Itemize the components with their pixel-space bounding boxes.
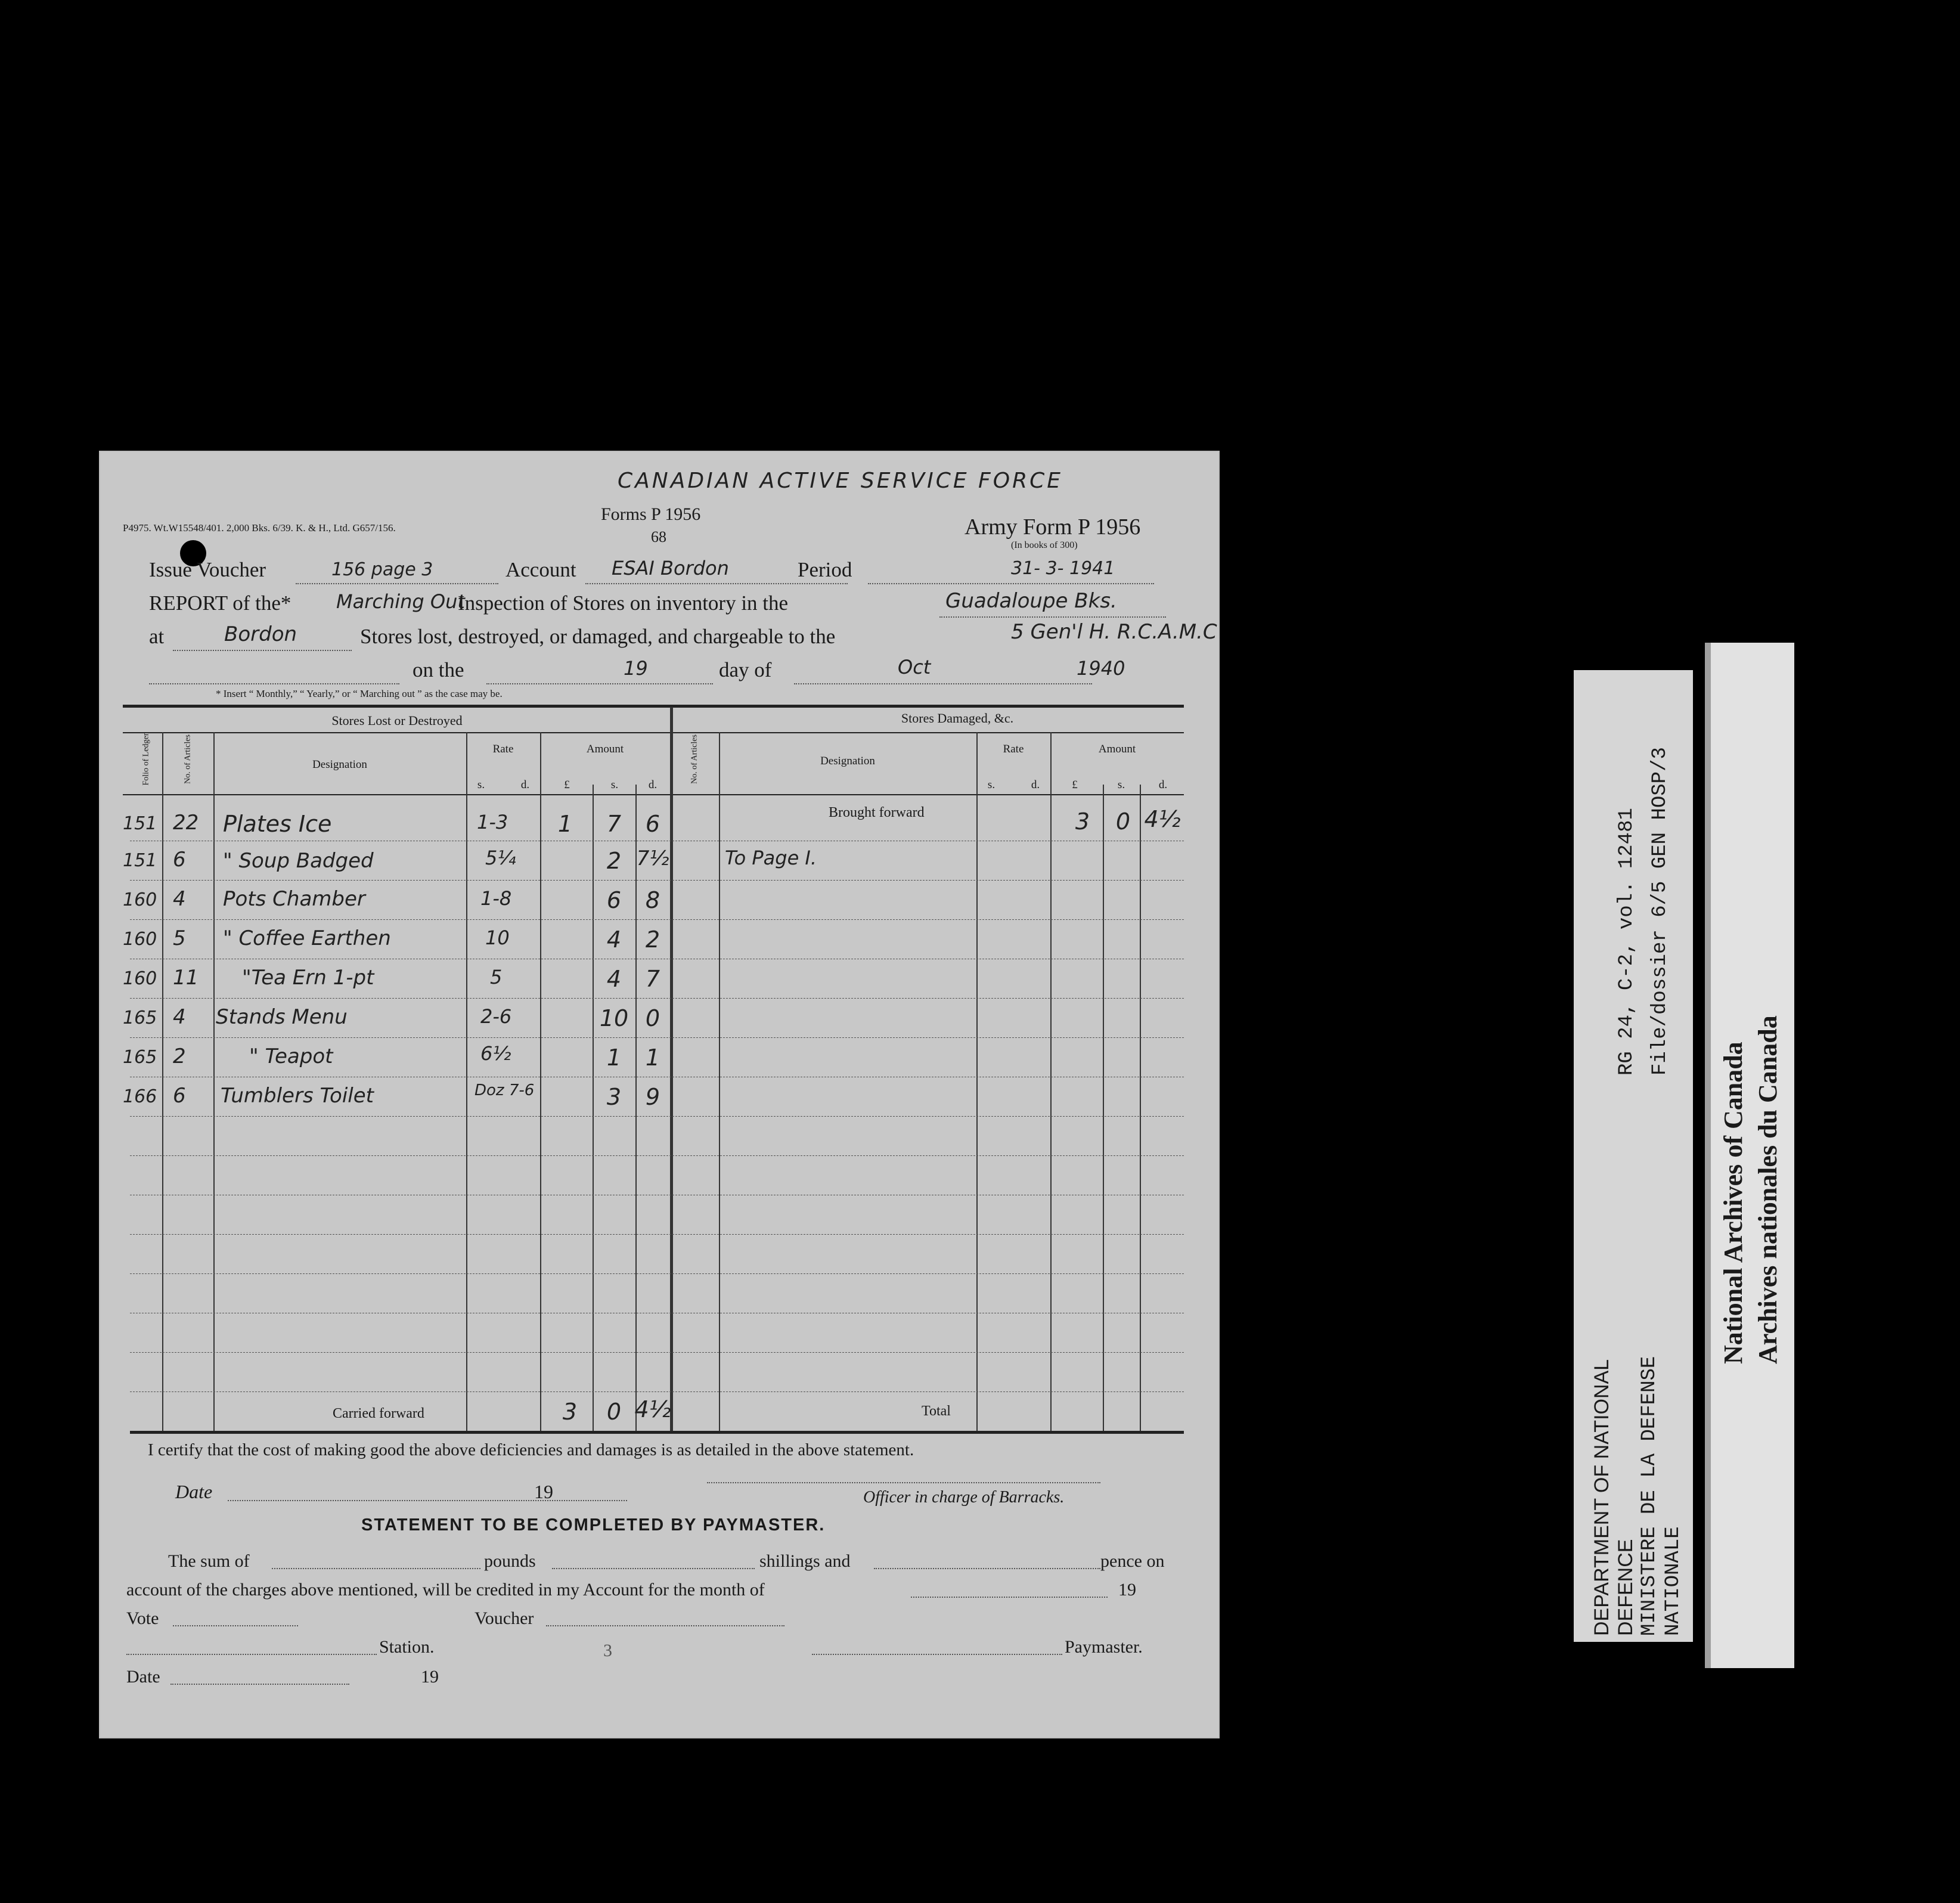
- folio-cell: 165: [123, 1008, 157, 1028]
- shillings-and-label: shillings and: [759, 1551, 851, 1571]
- damaged-rate-d-header: d.: [1031, 779, 1040, 791]
- rate-cell: 5¼: [485, 847, 516, 869]
- report-value: Marching Out: [336, 590, 465, 613]
- rate-cell: 5: [490, 966, 503, 988]
- shillings-cell: 4: [606, 926, 622, 953]
- carried-forward-pence: 4½: [634, 1396, 671, 1422]
- vote-label: Vote: [126, 1608, 159, 1628]
- damaged-section-title: Stores Damaged, &c.: [901, 711, 1014, 726]
- designation-cell: " Teapot: [249, 1045, 333, 1068]
- pence-cell: 7½: [636, 847, 669, 870]
- designation-cell: "Tea Ern 1-pt: [242, 966, 374, 990]
- department-en: DEPARTMENT OF NATIONAL: [1590, 1359, 1613, 1636]
- year-value: 1940: [1077, 657, 1125, 680]
- amount-pound-header: £: [564, 779, 570, 791]
- at-value: Bordon: [224, 622, 297, 646]
- pencil-mark: 3: [603, 1641, 612, 1660]
- shillings-cell: 6: [606, 887, 622, 913]
- shillings-cell: 3: [606, 1084, 622, 1110]
- chargeable-text: Stores lost, destroyed, or damaged, and chargeable to the: [360, 625, 836, 648]
- rate-cell: Doz 7-6: [475, 1081, 535, 1099]
- sum-of-label: The sum of: [168, 1551, 250, 1571]
- damaged-designation-header: Designation: [820, 755, 875, 767]
- folio-cell: 160: [123, 889, 157, 910]
- folio-header: Folio of Ledger: [141, 733, 151, 786]
- folio-cell: 165: [123, 1047, 157, 1068]
- printer-reference: P4975. Wt.W15548/401. 2,000 Bks. 6/39. K. & H., Ltd. G657/156.: [123, 522, 396, 534]
- pence-cell: 1: [645, 1045, 660, 1071]
- designation-header: Designation: [312, 758, 367, 771]
- no-articles-cell: 6: [173, 1084, 186, 1108]
- shillings-cell: 10: [599, 1005, 629, 1031]
- voucher-label: Voucher: [475, 1608, 534, 1628]
- damaged-rate-header: Rate: [1003, 743, 1024, 755]
- damaged-amount-pound-header: £: [1072, 779, 1078, 791]
- folio-cell: 160: [123, 929, 157, 950]
- pence-cell: 9: [645, 1084, 660, 1110]
- designation-cell: " Soup Badged: [223, 849, 374, 873]
- army-form-title: Army Form P 1956: [965, 515, 1141, 540]
- carried-forward-pounds: 3: [562, 1399, 578, 1425]
- on-the-label: on the: [413, 658, 464, 681]
- brought-forward-label: Brought forward: [829, 805, 925, 820]
- department-en-2: DEFENCE: [1614, 1539, 1637, 1636]
- station-label: Station.: [379, 1637, 435, 1657]
- carried-forward-shillings: 0: [606, 1399, 622, 1425]
- month-value: Oct: [898, 656, 931, 678]
- shillings-cell: 4: [606, 966, 622, 992]
- paymaster-date-label: Date: [126, 1667, 160, 1687]
- department-fr: MINISTERE DE LA DEFENSE: [1638, 1356, 1661, 1636]
- file-reference: File/dossier 6/5 GEN HOSP/3: [1649, 747, 1671, 1076]
- pence-cell: 6: [645, 811, 660, 837]
- account-year: 19: [1118, 1580, 1136, 1600]
- folio-cell: 151: [123, 850, 157, 871]
- no-articles-cell: 22: [173, 811, 199, 835]
- damaged-rate-s-header: s.: [987, 779, 995, 791]
- shillings-cell: 1: [606, 1045, 622, 1071]
- folio-cell: 160: [123, 968, 157, 989]
- form-number: 68: [651, 528, 666, 546]
- damaged-note: To Page I.: [725, 847, 817, 869]
- inventory-value: Guadaloupe Bks.: [945, 589, 1117, 613]
- rate-d-header: d.: [520, 779, 530, 791]
- no-articles-cell: 11: [173, 966, 199, 990]
- report-label: REPORT of the*: [149, 591, 291, 615]
- damaged-amount-d-header: d.: [1158, 779, 1168, 791]
- forms-label: Forms P 1956: [601, 504, 701, 524]
- rate-cell: 2-6: [480, 1005, 512, 1028]
- pence-cell: 8: [645, 887, 660, 913]
- army-form-note: (In books of 300): [1011, 540, 1078, 550]
- pence-cell: 2: [645, 926, 660, 953]
- rate-cell: 1-3: [477, 811, 508, 833]
- at-label: at: [149, 625, 165, 648]
- amount-d-header: d.: [648, 779, 658, 791]
- department-fr-2: NATIONALE: [1662, 1526, 1685, 1636]
- certify-year: 19: [534, 1481, 553, 1502]
- no-articles-cell: 4: [173, 1005, 186, 1029]
- day-of-label: day of: [719, 658, 772, 681]
- certify-statement: I certify that the cost of making good the above deficiencies and damages is as detailed in the above statement.: [148, 1440, 914, 1459]
- brought-forward-pounds: 3: [1075, 808, 1090, 835]
- certify-date-label: Date: [175, 1481, 213, 1502]
- amount-header: Amount: [586, 743, 624, 755]
- designation-cell: Stands Menu: [216, 1005, 348, 1029]
- period-label: Period: [798, 558, 852, 581]
- pence-cell: 0: [645, 1005, 660, 1031]
- rg-reference: RG 24, C-2, vol. 12481: [1615, 808, 1638, 1076]
- rate-cell: 6½: [480, 1042, 511, 1065]
- archives-en: National Archives of Canada: [1719, 1042, 1748, 1364]
- day-value: 19: [624, 657, 648, 680]
- pence-on-label: pence on: [1100, 1551, 1165, 1571]
- no-articles-header: No. of Articles: [183, 734, 193, 784]
- period-value: 31- 3- 1941: [1011, 558, 1115, 579]
- carried-forward-label: Carried forward: [333, 1406, 424, 1421]
- no-articles-cell: 5: [173, 926, 186, 950]
- no-articles-cell: 6: [173, 848, 186, 872]
- designation-cell: " Coffee Earthen: [223, 926, 391, 950]
- rate-cell: 10: [485, 926, 510, 949]
- damaged-amount-header: Amount: [1098, 743, 1136, 755]
- issue-voucher-label: Issue Voucher: [149, 558, 266, 581]
- inspection-text: Inspection of Stores on inventory in the: [458, 591, 789, 615]
- brought-forward-pence: 4½: [1144, 806, 1181, 832]
- rate-header: Rate: [492, 743, 514, 755]
- chargeable-value: 5 Gen'l H. R.C.A.M.C: [1011, 620, 1217, 644]
- designation-cell: Pots Chamber: [223, 887, 365, 911]
- no-articles-cell: 2: [173, 1045, 186, 1068]
- paymaster-title: STATEMENT TO BE COMPLETED BY PAYMASTER.: [361, 1515, 826, 1535]
- damaged-amount-s-header: s.: [1117, 779, 1125, 791]
- handwritten-title: CANADIAN ACTIVE SERVICE FORCE: [618, 469, 1063, 493]
- shillings-cell: 7: [606, 811, 622, 837]
- paymaster-date-year: 19: [421, 1667, 439, 1687]
- shillings-cell: 2: [606, 848, 622, 874]
- army-form-document: [99, 451, 1220, 1738]
- paymaster-label: Paymaster.: [1065, 1637, 1143, 1657]
- archives-label-tab: [1705, 643, 1794, 1668]
- lost-section-title: Stores Lost or Destroyed: [331, 713, 463, 728]
- department-label-tab: [1574, 670, 1693, 1642]
- footnote: * Insert “ Monthly,” “ Yearly,” or “ Marching out ” as the case may be.: [216, 688, 503, 699]
- total-label: Total: [922, 1403, 951, 1419]
- rate-cell: 1-8: [480, 887, 512, 910]
- amount-s-header: s.: [610, 779, 619, 791]
- rate-s-header: s.: [477, 779, 485, 791]
- issue-voucher-value: 156 page 3: [331, 559, 433, 580]
- damaged-no-articles-header: No. of Articles: [690, 734, 699, 784]
- designation-cell: Plates Ice: [223, 811, 332, 837]
- no-articles-cell: 4: [173, 887, 186, 911]
- account-value: ESAI Bordon: [612, 557, 729, 579]
- pounds-cell: 1: [557, 811, 573, 837]
- folio-cell: 151: [123, 813, 157, 834]
- account-line: account of the charges above mentioned, will be credited in my Account for the month of: [126, 1580, 765, 1600]
- pence-cell: 7: [645, 966, 660, 992]
- designation-cell: Tumblers Toilet: [221, 1084, 374, 1108]
- pounds-label: pounds: [484, 1551, 536, 1571]
- account-label: Account: [505, 558, 576, 581]
- folio-cell: 166: [123, 1086, 157, 1107]
- archives-fr: Archives nationales du Canada: [1753, 1015, 1782, 1364]
- officer-label: Officer in charge of Barracks.: [863, 1488, 1065, 1507]
- brought-forward-shillings: 0: [1115, 808, 1131, 835]
